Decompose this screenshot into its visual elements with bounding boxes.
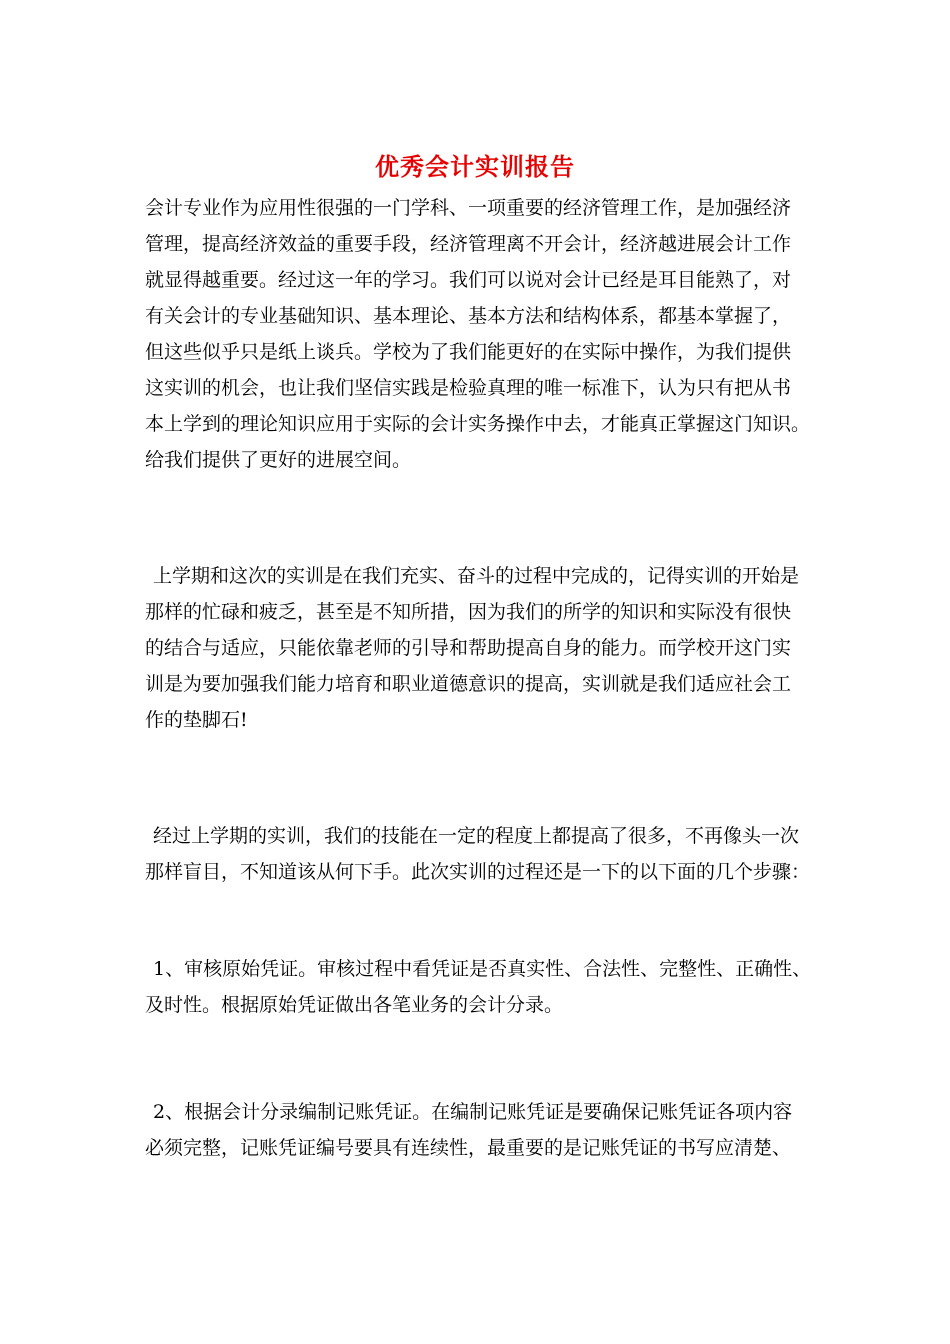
text-line: 的结合与适应，只能依靠老师的引导和帮助提高自身的能力。而学校开这门实 — [145, 637, 792, 659]
paragraph-intro — [145, 190, 813, 478]
paragraph-steps-intro — [145, 818, 813, 890]
text-line: 经过上学期的实训，我们的技能在一定的程度上都提高了很多，不再像头一次 — [153, 825, 800, 847]
text-line: 就显得越重要。经过这一年的学习。我们可以说对会计已经是耳目能熟了，对 — [145, 269, 792, 291]
text-line: 管理，提高经济效益的重要手段，经济管理离不开会计，经济越进展会计工作 — [145, 233, 792, 255]
text-line: 2、根据会计分录编制记账凭证。在编制记账凭证是要确保记账凭证各项内容 — [153, 1101, 793, 1123]
text-line: 上学期和这次的实训是在我们充实、奋斗的过程中完成的，记得实训的开始是 — [153, 565, 800, 587]
text-line: 1、审核原始凭证。审核过程中看凭证是否真实性、合法性、完整性、正确性、 — [153, 958, 812, 980]
text-line: 必须完整，记账凭证编号要具有连续性，最重要的是记账凭证的书写应清楚、 — [145, 1137, 792, 1159]
text-line: 但这些似乎只是纸上谈兵。学校为了我们能更好的在实际中操作，为我们提供 — [145, 341, 792, 363]
paragraph-step-2 — [145, 1094, 813, 1166]
paragraph-training-start — [145, 558, 813, 738]
text-line: 本上学到的理论知识应用于实际的会计实务操作中去，才能真正掌握这门知识。 — [145, 413, 811, 435]
text-line: 这实训的机会，也让我们坚信实践是检验真理的唯一标准下，认为只有把从书 — [145, 377, 792, 399]
text-line: 作的垫脚石! — [145, 709, 248, 731]
text-line: 那样盲目，不知道该从何下手。此次实训的过程还是一下的以下面的几个步骤： — [145, 861, 811, 883]
text-line: 训是为要加强我们能力培育和职业道德意识的提高，实训就是我们适应社会工 — [145, 673, 792, 695]
paragraph-step-1 — [145, 951, 813, 1023]
text-line: 那样的忙碌和疲乏，甚至是不知所措，因为我们的所学的知识和实际没有很快 — [145, 601, 792, 623]
text-line: 给我们提供了更好的进展空间。 — [145, 449, 412, 471]
text-line: 有关会计的专业基础知识、基本理论、基本方法和结构体系，都基本掌握了， — [145, 305, 792, 327]
text-line: 及时性。根据原始凭证做出各笔业务的会计分录。 — [145, 994, 564, 1016]
text-line: 会计专业作为应用性很强的一门学科、一项重要的经济管理工作，是加强经济 — [145, 197, 792, 219]
document-title: 优秀会计实训报告 — [375, 152, 575, 181]
